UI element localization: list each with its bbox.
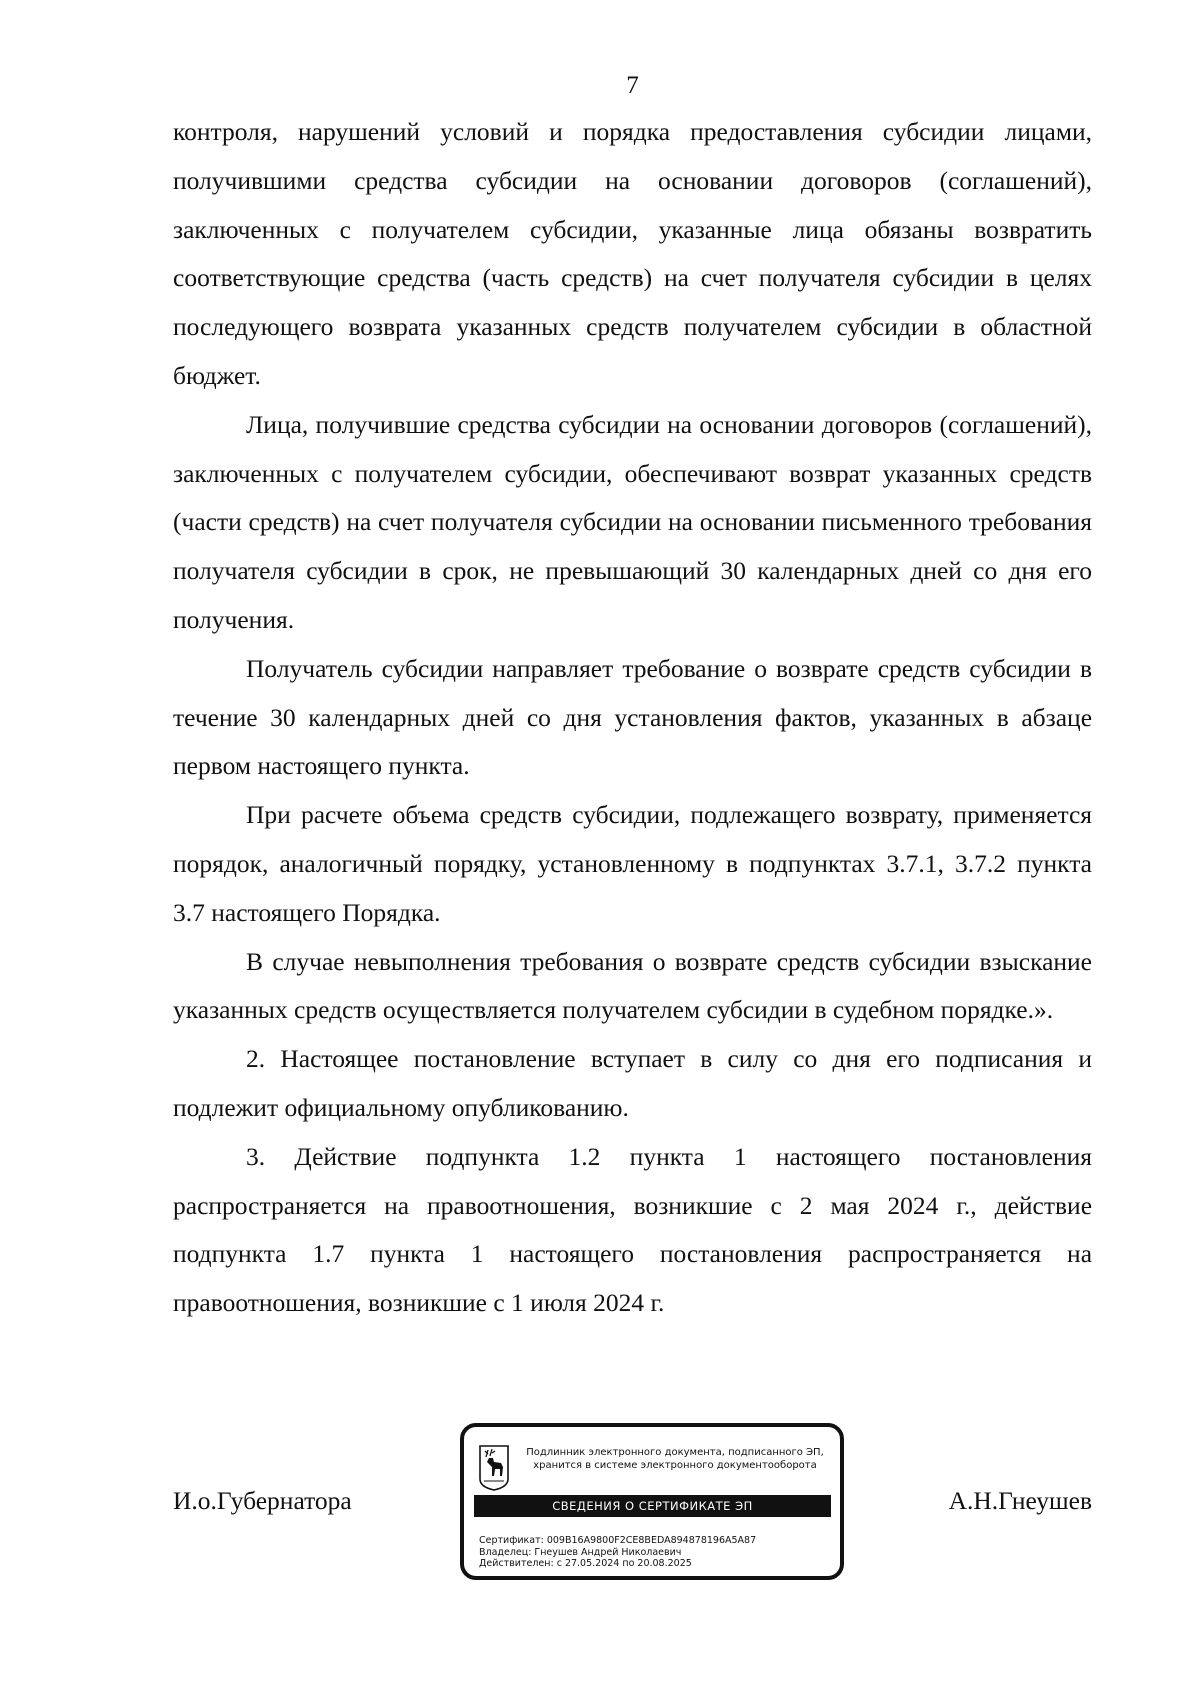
deer-emblem-icon: [479, 1445, 509, 1491]
text-line: действие подпункта 1.7 пункта 1 настоящего постановления: [173, 1190, 1093, 1269]
text-line: и подлежит официальному опубликованию.: [173, 1044, 1092, 1122]
text-line: При расчете объема средств субсидии, подлежащего возврату,: [246, 800, 944, 830]
text-line: на основании письменного требования получателя субсидии в срок,: [173, 507, 1092, 586]
text-line: Получатель субсидии направляет требование о возврате средств: [246, 653, 961, 683]
text-line: получившими средства субсидии на основании договоров (соглашений),: [173, 165, 1092, 195]
signatory-name: А.Н.Гнеушев: [948, 1486, 1092, 1515]
certificate-owner: Владелец: Гнеушев Андрей Николаевич: [479, 1546, 682, 1558]
text-line: в областной бюджет.: [173, 312, 1092, 390]
paragraph-3: [173, 645, 1092, 791]
text-line: указанных в абзаце первом настоящего пункта.: [173, 702, 1093, 781]
certificate-details: [479, 1535, 756, 1570]
text-line: контроля, нарушений условий и порядка предоставления субсидии лицами,: [173, 117, 1092, 146]
certificate-validity: Действителен: с 27.05.2024 по 20.08.2025: [479, 1558, 692, 1569]
text-line: В случае невыполнения требования о возврате средств субсидии: [246, 946, 971, 976]
text-line: соответствующие средства (часть средств) на счет получателя субсидии: [173, 263, 995, 293]
text-line: в подпунктах 3.7.1, 3.7.2 пункта 3.7 настоящего Порядка.: [173, 848, 1092, 927]
text-line: в судебном порядке.».: [814, 995, 1054, 1025]
paragraph-2: [173, 401, 1092, 645]
text-line: применяется порядок, аналогичный порядку, установленному: [173, 800, 1092, 878]
text-line: 2. Настоящее постановление вступает в силу со дня его подписания: [246, 1044, 1064, 1074]
page-number: 7: [626, 72, 639, 99]
certificate-number: Сертификат: 009B16A9800F2CE8BEDA894878196A5A87: [479, 1535, 757, 1546]
stamp-header: СВЕДЕНИЯ О СЕРТИФИКАТЕ ЭП: [474, 1495, 831, 1517]
text-line: взыскание указанных средств осуществляется получателем субсидии: [173, 946, 1092, 1025]
text-line: в целях последующего возврата указанных средств получателем субсидии: [173, 263, 1093, 342]
paragraph-4: [173, 791, 1092, 937]
paragraph-1: [173, 108, 1092, 401]
signatory-position: И.о.Губернатора: [173, 1486, 352, 1515]
stamp-notice: [516, 1447, 834, 1472]
text-line: заключенных с получателем субсидии, указанные лица обязаны возвратить: [173, 214, 1092, 244]
paragraph-5: [173, 938, 1092, 1036]
text-line: распространяется на правоотношения, возникшие с 2 мая 2024 г.,: [173, 1190, 977, 1220]
text-line: распространяется на правоотношения, возникшие с 1 июля 2024 г.: [173, 1239, 1093, 1318]
text-line: возврат указанных средств (части средств) на счет получателя субсидии: [173, 458, 1093, 537]
text-line: Лица, получившие средства субсидии на основании договоров: [246, 409, 933, 439]
text-line: (соглашений), заключенных с получателем субсидии, обеспечивают: [173, 409, 1092, 488]
text-line: не превышающий 30 календарных дней со дня его получения.: [173, 556, 1092, 634]
paragraph-6: [173, 1035, 1092, 1133]
stamp-notice-line: хранится в системе электронного документооборота: [533, 1459, 817, 1471]
text-line: 3. Действие подпункта 1.2 пункта 1 настоящего постановления: [246, 1141, 1092, 1171]
text-line: субсидии в течение 30 календарных дней со дня установления фактов,: [173, 653, 1092, 732]
stamp-notice-line: Подлинник электронного документа, подписанного ЭП,: [526, 1447, 824, 1458]
electronic-signature-stamp: [460, 1423, 844, 1580]
document-body: [173, 108, 1092, 1328]
paragraph-7: [173, 1133, 1092, 1328]
